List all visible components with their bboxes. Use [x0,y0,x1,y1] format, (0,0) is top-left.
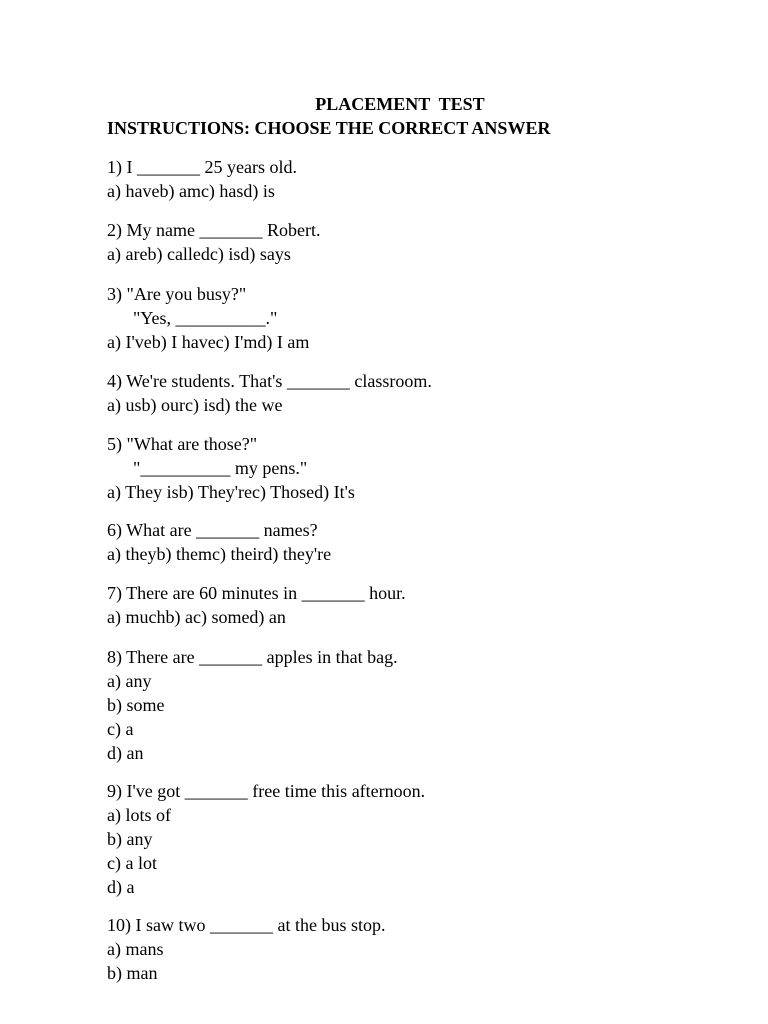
question-3-prompt: 3) "Are you busy?" [107,284,247,304]
page-title: PLACEMENT TEST [315,94,485,114]
question-10-option-a: a) mans [107,939,164,959]
question-9-option-a: a) lots of [107,805,171,825]
question-7-prompt: 7) There are 60 minutes in _______ hour. [107,583,406,603]
question-4 [107,369,432,417]
question-5 [107,432,355,504]
question-10-prompt: 10) I saw two _______ at the bus stop. [107,915,386,935]
question-9 [107,779,425,899]
question-5-options: a) They isb) They'rec) Thosed) It's [107,482,355,502]
instructions-heading: INSTRUCTIONS: CHOOSE THE CORRECT ANSWER [107,118,551,138]
question-8-prompt: 8) There are _______ apples in that bag. [107,647,398,667]
question-4-prompt: 4) We're students. That's _______ classroom. [107,371,432,391]
question-9-option-d: d) a [107,877,135,897]
question-2 [107,218,320,266]
question-9-option-b: b) any [107,829,153,849]
question-1 [107,155,297,203]
question-5-prompt: 5) "What are those?" [107,434,258,454]
question-8-option-d: d) an [107,743,144,763]
question-6-options: a) theyb) themc) theird) they're [107,544,332,564]
question-7-options: a) muchb) ac) somed) an [107,607,286,627]
question-2-prompt: 2) My name _______ Robert. [107,220,321,240]
question-8-option-a: a) any [107,671,152,691]
question-7 [107,581,406,629]
question-1-options: a) haveb) amc) hasd) is [107,181,275,201]
question-9-prompt: 9) I've got _______ free time this afternoon. [107,781,426,801]
question-4-options: a) usb) ourc) isd) the we [107,395,283,415]
question-3-reply: "Yes, __________." [133,308,278,328]
question-5-reply: "__________ my pens." [133,458,308,478]
question-6-prompt: 6) What are _______ names? [107,520,318,540]
question-3-options: a) I'veb) I havec) I'md) I am [107,332,310,352]
question-3 [107,282,309,354]
question-6 [107,518,331,566]
question-8-option-b: b) some [107,695,165,715]
question-2-options: a) areb) calledc) isd) says [107,244,291,264]
question-9-option-c: c) a lot [107,853,157,873]
question-8-option-c: c) a [107,719,134,739]
question-1-prompt: 1) I _______ 25 years old. [107,157,297,177]
question-10-option-b: b) man [107,963,158,983]
question-10 [107,913,385,985]
question-8 [107,645,398,765]
